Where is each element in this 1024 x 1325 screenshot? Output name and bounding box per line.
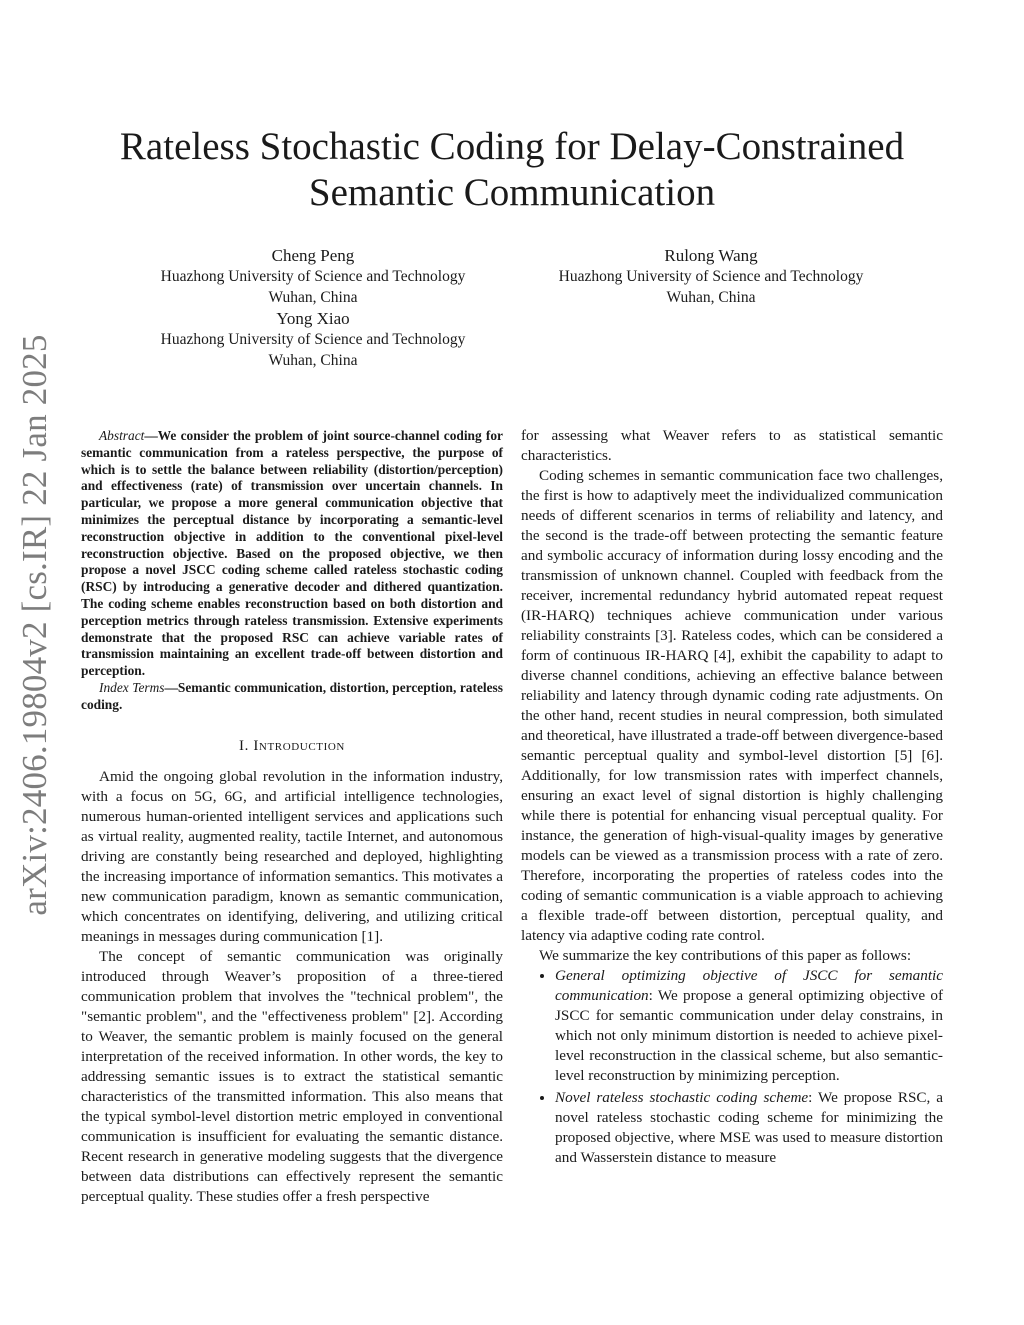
contribution-title: Novel rateless stochastic coding scheme — [555, 1089, 809, 1106]
contributions-list — [521, 966, 943, 1168]
contribution-text: : We propose RSC, a novel rateless stochastic coding scheme for minimizing the proposed objective, where MSE was used to measure distortion and Wasserstein distance to measure — [555, 1089, 943, 1166]
right-column — [521, 426, 943, 1170]
body-paragraph: We summarize the key contributions of this paper as follows: — [539, 947, 912, 964]
abstract-label: Abstract — [99, 428, 145, 443]
arxiv-identifier — [0, 334, 70, 916]
author-block-right — [520, 245, 902, 308]
index-terms-text: —Semantic communication, distortion, perception, rateless coding. — [81, 679, 503, 712]
author-block-left — [122, 245, 504, 371]
contribution-item — [555, 966, 943, 1086]
body-paragraph-continuation: for assessing what Weaver refers to as statistical semantic characteristics. — [521, 427, 943, 464]
contribution-item — [555, 1088, 943, 1168]
left-column — [81, 428, 503, 1207]
author-location: Wuhan, China — [666, 289, 756, 306]
author-location: Wuhan, China — [268, 289, 358, 306]
author-affiliation: Huazhong University of Science and Technology — [160, 268, 466, 285]
paper-title: Rateless Stochastic Coding for Delay-Constrained Semantic Communication — [119, 125, 905, 214]
index-terms — [81, 680, 503, 714]
author-name: Yong Xiao — [276, 309, 350, 328]
author-affiliation: Huazhong University of Science and Technology — [558, 268, 864, 285]
contribution-title: General optimizing objective of JSCC for semantic communication — [555, 967, 943, 1004]
author-location: Wuhan, China — [268, 352, 358, 369]
body-paragraph: Coding schemes in semantic communication face two challenges, the first is how to adaptively meet the individualized communication needs of different scenarios in terms of reliability and latency, and the second is the trade-off between protecting the semantic feature and symbolic accuracy of information during lossy encoding and the transmission of unknown channel. Coupled with feedback from the receiver, incremental redundancy hybrid automated repeat request (IR-HARQ) techniques achieve communication under various reliability constraints [3]. Rateless codes, which can be considered a form of continuous IR-HARQ [4], exhibit the capability to adapt to diverse channel conditions, achieving an effective balance between reliability and latency through dynamic coding rate adjustments. On the other hand, recent studies in neural compression, both simulated and theoretical, have illustrated a trade-off between divergence-based semantic perceptual quality and symbol-level distortion [5] [6]. Additionally, for low transmission rates with imperfect channels, ensuring an exact level of signal distortion is highly challenging while there is potential for enhancing visual perceptual quality. For instance, the generation of high-visual-quality images by generative models can be viewed as a transmission process with a rate of zero. Therefore, incorporating the properties of rateless codes into the coding of semantic communication is a viable approach to achieving a flexible trade-off between distortion, perceptual quality, and latency via adaptive coding rate control. — [521, 467, 943, 944]
abstract — [81, 428, 503, 680]
arxiv-identifier-text: arXiv:2406.19804v2 [cs.IR] 22 Jan 2025 — [15, 334, 54, 916]
author-affiliation: Huazhong University of Science and Technology — [160, 331, 466, 348]
author-name: Cheng Peng — [271, 246, 355, 265]
author-name: Rulong Wang — [664, 246, 758, 265]
abstract-text: —We consider the problem of joint source-channel coding for semantic communication from a rateless perspective, the purpose of which is to settle the balance between reliability (distortion/perception) and effectiveness (rate) of transmission over uncertain channels. In particular, we propose a more general communication objective that minimizes the perceptual distance by incorporating a semantic-level reconstruction objective in addition to the conventional pixel-level reconstruction objective. Based on the proposed objective, we then propose a novel JSCC coding scheme called rateless stochastic coding (RSC) by introducing a generative decoder and dithered quantization. The coding scheme enables reconstruction based on both distortion and perception metrics through rateless transmission. Extensive experiments demonstrate that the proposed RSC can achieve variable rates of transmission maintaining an excellent trade-off between distortion and perception. — [81, 428, 503, 679]
body-paragraph: The concept of semantic communication was originally introduced through Weaver’s proposition of a three-tiered communication problem that involves the "technical problem", the "semantic problem", and the "effectiveness problem" [2]. According to Weaver, the semantic problem is mainly focused on the general interpretation of the received information. In other words, the key to addressing semantic issues is to extract the statistical semantic characteristics of the transmitted information. This also means that the typical symbol-level distortion metric employed in conventional communication is insufficient for evaluating the semantic distance. Recent research in generative modeling suggests that the divergence between data distributions can effectively represent the semantic perceptual quality. These studies offer a fresh perspective — [81, 947, 503, 1205]
contribution-text: : We propose a general optimizing objective of JSCC for semantic communication under delay constrains, in which not only minimum distortion is needed to achieve pixel-level reconstruction in the classical scheme, but also semantic-level reconstruction by minimizing perception. — [555, 987, 943, 1084]
body-paragraph: Amid the ongoing global revolution in the information industry, with a focus on 5G, 6G, and artificial intelligence technologies, numerous human-oriented intelligent services and applications such as virtual reality, augmented reality, tactile Internet, and autonomous driving are constantly being researched and deployed, highlighting the increasing importance of information semantics. This motivates a new communication paradigm, known as semantic communication, which concentrates on identifying, delivering, and utilizing critical meanings in messages during communication [1]. — [81, 767, 503, 945]
index-terms-label: Index Terms — [99, 679, 165, 695]
section-heading: I. Introduction — [239, 737, 345, 754]
